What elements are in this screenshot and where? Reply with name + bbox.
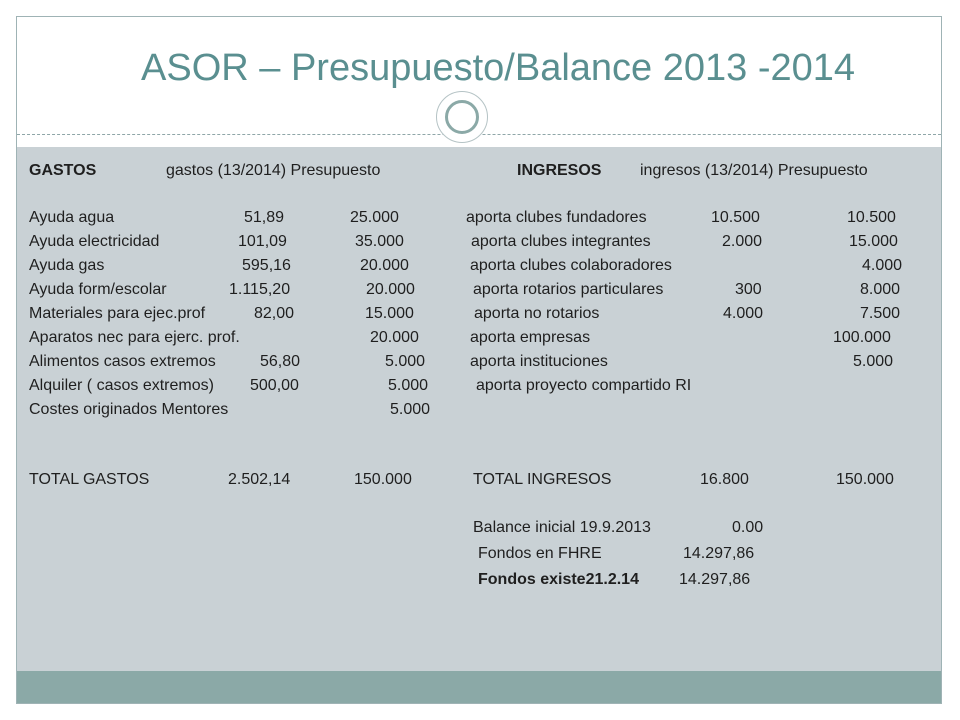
ingresos-row-label: aporta clubes fundadores: [466, 209, 647, 226]
ingresos-total-budget: 150.000: [836, 471, 894, 488]
gastos-total-label: TOTAL GASTOS: [29, 471, 150, 488]
ingresos-row-budget: 10.500: [847, 209, 896, 226]
gastos-total-budget: 150.000: [354, 471, 412, 488]
gastos-row-budget: 15.000: [365, 305, 414, 322]
ingresos-row-label: aporta no rotarios: [474, 305, 600, 322]
gastos-row-budget: 5.000: [390, 401, 431, 418]
balance-inicial-value: 0.00: [732, 519, 764, 536]
ingresos-total-label: TOTAL INGRESOS: [473, 471, 612, 488]
gastos-row-actual: 500,00: [250, 377, 299, 394]
ingresos-row-budget: 7.500: [860, 305, 901, 322]
gastos-row-label: Materiales para ejec.prof: [29, 305, 206, 322]
gastos-row-actual: 1.115,20: [229, 281, 291, 298]
ingresos-row-actual: 300: [735, 281, 762, 298]
ingresos-total-actual: 16.800: [700, 471, 749, 488]
balance-inicial-label: Balance inicial 19.9.2013: [473, 519, 651, 536]
ingresos-row-label: aporta clubes integrantes: [471, 233, 651, 250]
gastos-row-label: Ayuda form/escolar: [29, 281, 167, 298]
gastos-header-sub: gastos (13/2014) Presupuesto: [166, 162, 381, 179]
ingresos-row-label: aporta instituciones: [470, 353, 608, 370]
gastos-row-actual: 595,16: [242, 257, 291, 274]
gastos-row-actual: 51,89: [244, 209, 285, 226]
gastos-header: GASTOS: [29, 162, 97, 179]
fondos-existe-label: Fondos existe21.2.14: [478, 571, 639, 588]
fondos-fhre-label: Fondos en FHRE: [478, 545, 602, 562]
gastos-row-label: Alimentos casos extremos: [29, 353, 216, 370]
gastos-row-actual: 82,00: [254, 305, 295, 322]
ingresos-row-label: aporta proyecto compartido RI: [476, 377, 692, 394]
gastos-row-budget: 5.000: [385, 353, 426, 370]
slide-title: ASOR – Presupuesto/Balance 2013 -2014: [141, 47, 856, 89]
gastos-row-budget: 25.000: [350, 209, 399, 226]
gastos-row-budget: 20.000: [360, 257, 409, 274]
gastos-row-budget: 20.000: [370, 329, 419, 346]
ingresos-row-actual: 10.500: [711, 209, 760, 226]
ingresos-row-actual: 2.000: [722, 233, 763, 250]
ingresos-row-budget: 5.000: [853, 353, 894, 370]
gastos-row-label: Alquiler ( casos extremos): [29, 377, 214, 394]
gastos-row-label: Ayuda agua: [29, 209, 115, 226]
gastos-total-actual: 2.502,14: [228, 471, 291, 488]
decorative-ring-icon: [445, 100, 479, 134]
ingresos-row-label: aporta clubes colaboradores: [470, 257, 672, 274]
gastos-row-label: Costes originados Mentores: [29, 401, 229, 418]
gastos-row-budget: 20.000: [366, 281, 415, 298]
footer-bar: [17, 671, 941, 703]
gastos-row-budget: 5.000: [388, 377, 429, 394]
ingresos-row-budget: 15.000: [849, 233, 898, 250]
ingresos-row-label: aporta empresas: [470, 329, 591, 346]
gastos-row-actual: 101,09: [238, 233, 287, 250]
fondos-fhre-value: 14.297,86: [683, 545, 755, 562]
ingresos-row-budget: 4.000: [862, 257, 903, 274]
gastos-row-label: Ayuda gas: [29, 257, 105, 274]
gastos-row-budget: 35.000: [355, 233, 404, 250]
ingresos-row-budget: 8.000: [860, 281, 901, 298]
gastos-row-label: Aparatos nec para ejerc. prof.: [29, 329, 240, 346]
ingresos-row-actual: 4.000: [723, 305, 764, 322]
gastos-row-actual: 56,80: [260, 353, 301, 370]
gastos-row-label: Ayuda electricidad: [29, 233, 160, 250]
ingresos-header: INGRESOS: [517, 162, 602, 179]
ingresos-row-label: aporta rotarios particulares: [473, 281, 664, 298]
ingresos-row-budget: 100.000: [833, 329, 891, 346]
fondos-existe-value: 14.297,86: [679, 571, 751, 588]
ingresos-header-sub: ingresos (13/2014) Presupuesto: [640, 162, 868, 179]
